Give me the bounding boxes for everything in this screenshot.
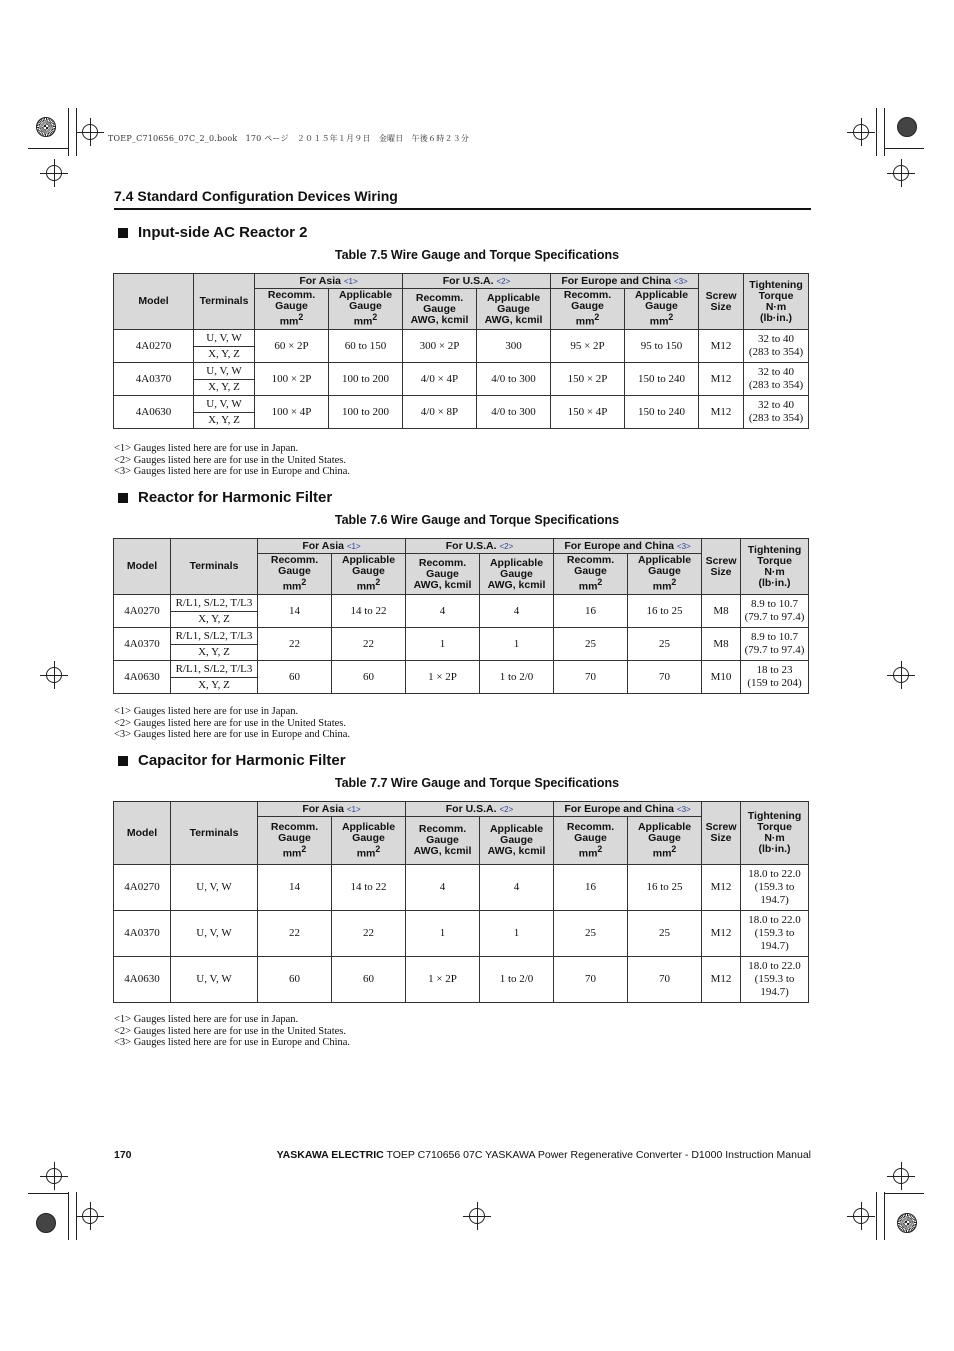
- header-tightening-torque: Tightening Torque N·m (lb·in.): [741, 802, 809, 865]
- header-applicable: Applicable Gauge $mm^2$: [332, 554, 406, 595]
- header-applicable: Applicable Gauge $mm^2$: [329, 289, 403, 330]
- header-model: Model: [114, 802, 171, 865]
- registration-crosshair-icon: [469, 1208, 485, 1224]
- header-recomm: Recomm. Gauge $mm^2$: [258, 554, 332, 595]
- wire-gauge-table: Model Terminals For Asia <1> For U.S.A. <2> For Europe and China <3> Screw Size Tightening Torque N·m (lb·in.) Recomm. Gauge $mm^2$ Applicable Gauge $mm^2$ Recomm. Gauge AWG, kcmil Applicable Gauge AWG, kcmil Recomm. Gauge $mm^2$ Applicable Gauge $mm^2$ 4A0270 U, V, W 60 × 2P 60 to 150 300 × 2P 300 95 × 2P 95 to 150 M12 32 to 40 (283 to 354) X, Y, Z 4A0370 U, V, W 100 × 2P 100 to 200 4/0 × 4P 4/0 to 300 150 × 2P 150 to 240 M12 32 to 40 (283 to 354) X, Y, Z 4A0630 U, V, W 100 × 4P 100 to 200 4/0 × 8P 4/0 to 300 150 × 4P 150 to 240 M12 32 to 40 (283 to 354) X, Y, Z: [113, 273, 809, 429]
- header-terminals: Terminals: [194, 274, 255, 330]
- header-screw-size: Screw Size: [702, 539, 741, 595]
- header-for-europe: For Europe and China <3>: [554, 539, 702, 554]
- header-terminals: Terminals: [171, 802, 258, 865]
- table-notes: <1> Gauges listed here are for use in Japan. <2> Gauges listed here are for use in the United States. <3> Gauges listed here are for use in Europe and China.: [114, 1014, 351, 1048]
- header-recomm: Recomm. Gauge $mm^2$: [258, 817, 332, 865]
- registration-dot-icon: [897, 117, 917, 137]
- header-for-usa: For U.S.A. <2>: [406, 802, 554, 817]
- registration-crosshair-icon: [853, 1208, 869, 1224]
- section-rule: [114, 208, 811, 210]
- section-header: 7.4 Standard Configuration Devices Wiring: [114, 188, 398, 204]
- table-row: 4A0270 R/L1, S/L2, T/L3 14 14 to 22 4 4 16 16 to 25 M8 8.9 to 10.7 (79.7 to 97.4): [114, 595, 809, 612]
- table-row: 4A0630 U, V, W 100 × 4P 100 to 200 4/0 × 8P 4/0 to 300 150 × 4P 150 to 240 M12 32 to 40 (283 to 354): [114, 396, 809, 413]
- square-bullet-icon: [118, 493, 128, 503]
- header-recomm: Recomm. Gauge $mm^2$: [255, 289, 329, 330]
- table-row: 4A0630 U, V, W 60 60 1 × 2P 1 to 2/0 70 70 M12 18.0 to 22.0 (159.3 to 194.7): [114, 957, 809, 1003]
- registration-crosshair-icon: [46, 1168, 62, 1184]
- table-row: 4A0370 U, V, W 100 × 2P 100 to 200 4/0 × 4P 4/0 to 300 150 × 2P 150 to 240 M12 32 to 40 (283 to 354): [114, 363, 809, 380]
- print-info-line: TOEP_C710656_07C_2_0.book 170 ページ ２０１５年１月９日 金曜日 午後６時２３分: [108, 134, 470, 143]
- table-row: 4A0270 U, V, W 60 × 2P 60 to 150 300 × 2P 300 95 × 2P 95 to 150 M12 32 to 40 (283 to 354): [114, 330, 809, 347]
- table-notes: <1> Gauges listed here are for use in Japan. <2> Gauges listed here are for use in the United States. <3> Gauges listed here are for use in Europe and China.: [114, 706, 351, 740]
- table-caption: Table 7.6 Wire Gauge and Torque Specifications: [334, 513, 620, 527]
- header-recomm: Recomm. Gauge $mm^2$: [551, 289, 625, 330]
- heading-capacitor-harmonic-filter: Capacitor for Harmonic Filter: [118, 752, 346, 769]
- header-recomm: Recomm. Gauge $mm^2$: [554, 554, 628, 595]
- header-applicable: Applicable Gauge $mm^2$: [628, 817, 702, 865]
- header-for-europe: For Europe and China <3>: [554, 802, 702, 817]
- registration-crosshair-icon: [46, 165, 62, 181]
- wire-gauge-table: Model Terminals For Asia <1> For U.S.A. <2> For Europe and China <3> Screw Size Tightening Torque N·m (lb·in.) Recomm. Gauge $mm^2$ Applicable Gauge $mm^2$ Recomm. Gauge AWG, kcmil Applicable Gauge AWG, kcmil Recomm. Gauge $mm^2$ Applicable Gauge $mm^2$ 4A0270 R/L1, S/L2, T/L3 14 14 to 22 4 4 16 16 to 25 M8 8.9 to 10.7 (79.7 to 97.4) X, Y, Z 4A0370 R/L1, S/L2, T/L3 22 22 1 1 25 25 M8 8.9 to 10.7 (79.7 to 97.4) X, Y, Z 4A0630 R/L1, S/L2, T/L3 60 60 1 × 2P 1 to 2/0 70 70 M10 18 to 23 (159 to 204) X, Y, Z: [113, 538, 809, 694]
- table-notes: <1> Gauges listed here are for use in Japan. <2> Gauges listed here are for use in the United States. <3> Gauges listed here are for use in Europe and China.: [114, 443, 351, 477]
- header-model: Model: [114, 274, 194, 330]
- header-screw-size: Screw Size: [699, 274, 744, 330]
- header-applicable: Applicable Gauge AWG, kcmil: [480, 817, 554, 865]
- heading-input-side-ac-reactor: Input-side AC Reactor 2: [118, 224, 307, 241]
- header-applicable: Applicable Gauge AWG, kcmil: [477, 289, 551, 330]
- registration-rosette-icon: [36, 117, 56, 137]
- header-for-asia: For Asia <1>: [258, 802, 406, 817]
- table-row: 4A0270 U, V, W 14 14 to 22 4 4 16 16 to 25 M12 18.0 to 22.0 (159.3 to 194.7): [114, 865, 809, 911]
- header-model: Model: [114, 539, 171, 595]
- table-caption: Table 7.7 Wire Gauge and Torque Specifications: [334, 776, 620, 790]
- header-screw-size: Screw Size: [702, 802, 741, 865]
- header-applicable: Applicable Gauge $mm^2$: [625, 289, 699, 330]
- square-bullet-icon: [118, 228, 128, 238]
- header-for-usa: For U.S.A. <2>: [406, 539, 554, 554]
- table-row: 4A0370 U, V, W 22 22 1 1 25 25 M12 18.0 to 22.0 (159.3 to 194.7): [114, 911, 809, 957]
- registration-dot-icon: [36, 1213, 56, 1233]
- header-recomm: Recomm. Gauge AWG, kcmil: [406, 554, 480, 595]
- header-tightening-torque: Tightening Torque N·m (lb·in.): [744, 274, 809, 330]
- wire-gauge-table: [113, 801, 809, 1003]
- header-terminals: Terminals: [171, 539, 258, 595]
- page-number: 170: [114, 1149, 132, 1161]
- registration-crosshair-icon: [82, 124, 98, 140]
- table-row: 4A0630 R/L1, S/L2, T/L3 60 60 1 × 2P 1 to 2/0 70 70 M10 18 to 23 (159 to 204): [114, 661, 809, 678]
- header-for-europe: For Europe and China <3>: [551, 274, 699, 289]
- header-applicable: Applicable Gauge $mm^2$: [628, 554, 702, 595]
- header-for-asia: For Asia <1>: [258, 539, 406, 554]
- header-applicable: Applicable Gauge $mm^2$: [332, 817, 406, 865]
- header-recomm: Recomm. Gauge $mm^2$: [554, 817, 628, 865]
- table-row: 4A0370 R/L1, S/L2, T/L3 22 22 1 1 25 25 M8 8.9 to 10.7 (79.7 to 97.4): [114, 628, 809, 645]
- header-recomm: Recomm. Gauge AWG, kcmil: [406, 817, 480, 865]
- registration-crosshair-icon: [893, 667, 909, 683]
- registration-crosshair-icon: [893, 165, 909, 181]
- registration-crosshair-icon: [46, 667, 62, 683]
- heading-reactor-harmonic-filter: Reactor for Harmonic Filter: [118, 489, 332, 506]
- registration-crosshair-icon: [893, 1168, 909, 1184]
- registration-rosette-icon: [897, 1213, 917, 1233]
- square-bullet-icon: [118, 756, 128, 766]
- table-caption: Table 7.5 Wire Gauge and Torque Specifications: [334, 248, 620, 262]
- registration-crosshair-icon: [82, 1208, 98, 1224]
- footer-manual-title: YASKAWA ELECTRIC TOEP C710656 07C YASKAWA Power Regenerative Converter - D1000 Instruction Manual: [276, 1149, 811, 1161]
- header-for-usa: For U.S.A. <2>: [403, 274, 551, 289]
- header-recomm: Recomm. Gauge AWG, kcmil: [403, 289, 477, 330]
- header-for-asia: For Asia <1>: [255, 274, 403, 289]
- header-tightening-torque: Tightening Torque N·m (lb·in.): [741, 539, 809, 595]
- header-applicable: Applicable Gauge AWG, kcmil: [480, 554, 554, 595]
- registration-crosshair-icon: [853, 124, 869, 140]
